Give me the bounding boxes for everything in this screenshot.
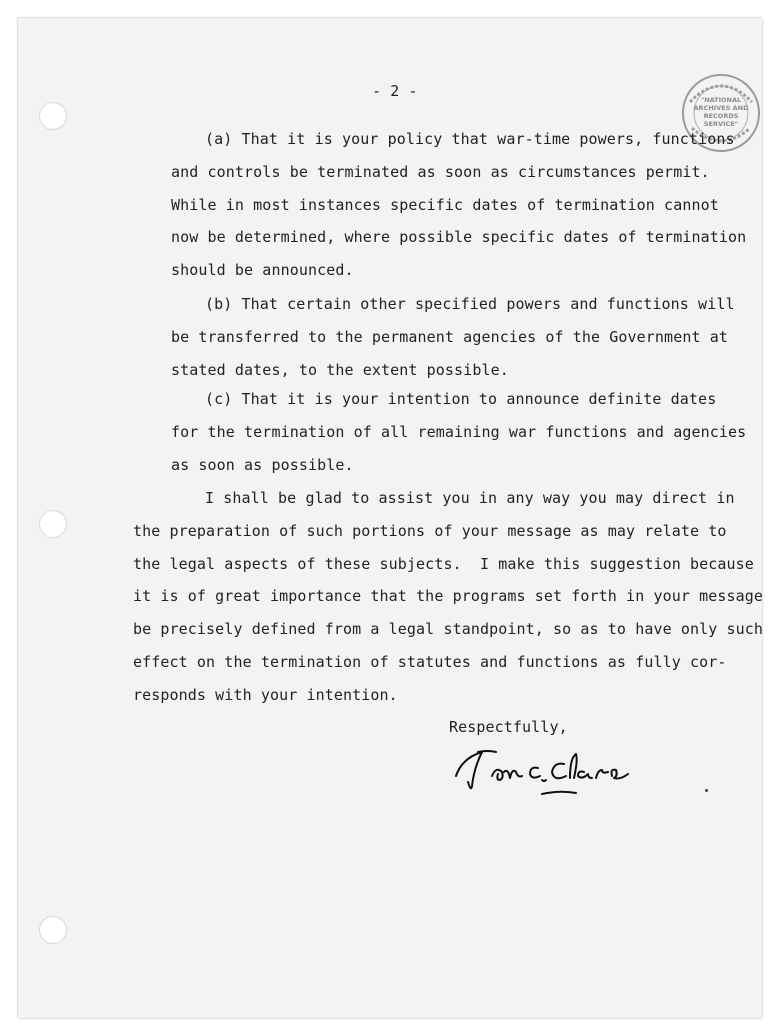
paragraph-line: the legal aspects of these subjects. I make this suggestion because bbox=[133, 555, 754, 573]
paragraph-line: as soon as possible. bbox=[171, 456, 354, 474]
handwritten-signature bbox=[452, 738, 662, 808]
paragraph-line: (c) That it is your intention to announce definite dates bbox=[205, 390, 717, 408]
paragraph-line: be transferred to the permanent agencies of the Government at bbox=[171, 328, 728, 346]
paragraph-line: the preparation of such portions of your message as may relate to bbox=[133, 522, 727, 540]
paragraph-line: for the termination of all remaining war functions and agencies bbox=[171, 423, 747, 441]
paragraph-line: be precisely defined from a legal standpoint, so as to have only such bbox=[133, 620, 764, 638]
punch-hole-bottom bbox=[39, 916, 67, 944]
closing-salutation: Respectfully, bbox=[449, 718, 568, 736]
paragraph-line: effect on the termination of statutes and functions as fully cor- bbox=[133, 653, 727, 671]
stray-mark bbox=[705, 789, 708, 792]
svg-text:RECORDS: RECORDS bbox=[703, 112, 739, 120]
paragraph-line: While in most instances specific dates of termination cannot bbox=[171, 196, 719, 214]
paragraph-line: (b) That certain other specified powers and functions will bbox=[205, 295, 735, 313]
svg-text:"NATIONAL: "NATIONAL bbox=[700, 96, 742, 104]
punch-hole-top bbox=[39, 102, 67, 130]
svg-text:SERVICE": SERVICE" bbox=[703, 120, 739, 128]
paragraph-line: it is of great importance that the programs set forth in your message bbox=[133, 587, 764, 605]
paragraph-line: and controls be terminated as soon as circumstances permit. bbox=[171, 163, 710, 181]
paragraph-line: (a) That it is your policy that war-time powers, functions bbox=[205, 130, 735, 148]
paragraph-line: I shall be glad to assist you in any way you may direct in bbox=[205, 489, 735, 507]
punch-hole-middle bbox=[39, 510, 67, 538]
paragraph-line: now be determined, where possible specific dates of termination bbox=[171, 228, 747, 246]
page-number: - 2 - bbox=[372, 82, 418, 100]
svg-text:ARCHIVES AND: ARCHIVES AND bbox=[693, 104, 749, 112]
paragraph-line: responds with your intention. bbox=[133, 686, 398, 704]
paragraph-line: should be announced. bbox=[171, 261, 354, 279]
paragraph-line: stated dates, to the extent possible. bbox=[171, 361, 509, 379]
